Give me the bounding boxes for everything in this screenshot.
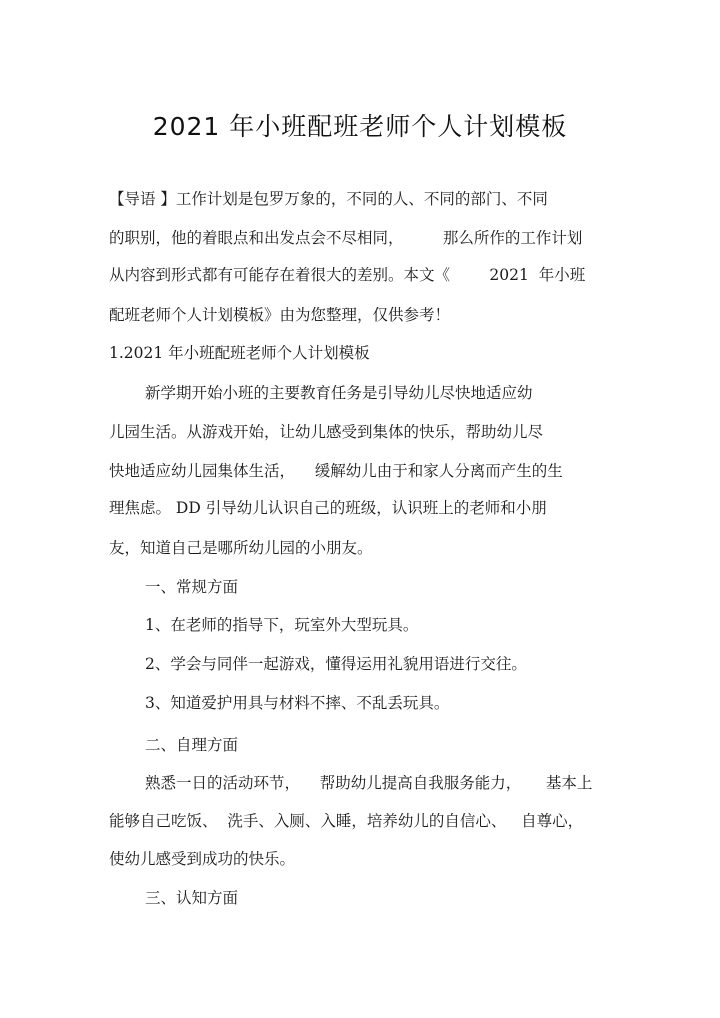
intro-line-4: 配班老师个人计划模板》由为您整理，仅供参考！ — [109, 306, 451, 324]
routine-heading: 一、常规方面 — [145, 578, 239, 596]
selfcare-line-3: 使幼儿感受到成功的快乐。 — [109, 850, 296, 868]
selfcare-heading: 二、自理方面 — [145, 736, 239, 754]
para1-line-3: 快地适应幼儿园集体生活， 缓解幼儿由于和家人分离而产生的生 — [109, 462, 563, 480]
routine-item-2: 2、学会与同伴一起游戏，懂得运用礼貌用语进行交往。 — [145, 655, 527, 673]
intro-line-1: 【导语 】工作计划是包罗万象的，不同的人、不同的部门、不同 — [109, 190, 548, 208]
intro-line-2: 的职别，他的着眼点和出发点会不尽相同， 那么所作的工作计划 — [109, 229, 583, 247]
routine-item-1: 1、在老师的指导下，玩室外大型玩具。 — [145, 616, 419, 634]
selfcare-line-2: 能够自己吃饭、 洗手、入厕、入睡，培养幼儿的自信心、 自尊心， — [109, 812, 584, 830]
para1-line-1: 新学期开始小班的主要教育任务是引导幼儿尽快地适应幼 — [145, 384, 533, 402]
routine-item-3: 3、知道爱护用具与材料不摔、不乱丢玩具。 — [145, 694, 450, 712]
section-heading: 1.2021 年小班配班老师个人计划模板 — [109, 344, 370, 362]
intro-line-3: 从内容到形式都有可能存在着很大的差别。本文《 2021 年小班 — [109, 266, 586, 284]
para1-line-5: 友，知道自己是哪所幼儿园的小朋友。 — [109, 539, 373, 557]
para1-line-4: 理焦虑。 DD 引导幼儿认识自己的班级，认识班上的老师和小朋 — [109, 499, 547, 517]
selfcare-line-1: 熟悉一日的活动环节， 帮助幼儿提高自我服务能力， 基本上 — [145, 774, 593, 792]
page-title: 2021 年小班配班老师个人计划模板 — [152, 112, 568, 141]
para1-line-2: 儿园生活。从游戏开始，让幼儿感受到集体的快乐，帮助幼儿尽 — [109, 423, 544, 441]
cognition-heading: 三、认知方面 — [145, 889, 239, 907]
